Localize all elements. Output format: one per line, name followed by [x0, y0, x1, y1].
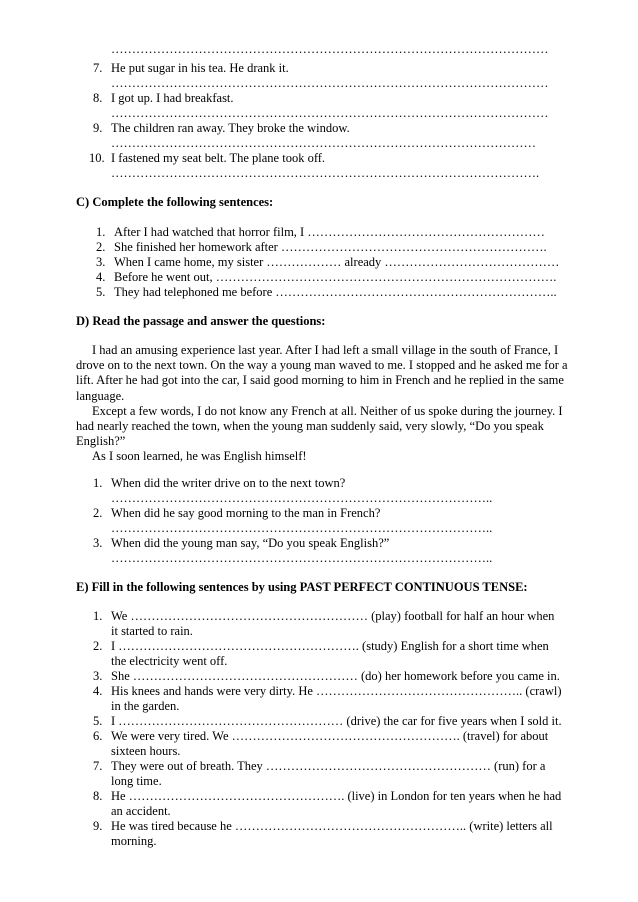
item-number: 9. — [93, 819, 103, 833]
answer-dots-line: …………………………………………………………………………………………… — [111, 42, 549, 56]
passage-paragraph: Except a few words, I do not know any French at all. Neither of us spoke during the journey. I had nearly reached the town, when the young man suddenly said, very slowly, “Do you speak English?” — [76, 403, 563, 449]
item-number: 3. — [93, 536, 103, 550]
answer-dots-line: ……………………………………………………………………………….. — [111, 491, 493, 505]
question-text: When did he say good morning to the man in French? — [111, 506, 381, 520]
item-number: 10. — [89, 151, 105, 165]
item-text: He ……………………………………………. (live) in London for ten years when he had — [111, 789, 562, 803]
item-text: He was tired because he ……………………………………………….. (write) letters all — [111, 819, 553, 833]
item-number: 2. — [93, 639, 103, 653]
item-text: When I came home, my sister ……………… already …………………………………… — [114, 255, 560, 269]
item-text: I fastened my seat belt. The plane took off. — [111, 151, 326, 165]
item-number: 8. — [93, 91, 103, 105]
item-number: 3. — [96, 255, 106, 269]
item-number: 7. — [93, 61, 103, 75]
answer-dots-line: …………………………………………………………………………………………. — [111, 166, 540, 180]
item-text-continued: morning. — [111, 834, 157, 848]
item-text: After I had watched that horror film, I ………………………………………………… — [114, 225, 545, 239]
item-text: I …………………………………………………. (study) English for a short time when — [111, 639, 549, 653]
question-text: When did the young man say, “Do you speak English?” — [111, 536, 390, 550]
section-e-heading: E) Fill in the following sentences by using PAST PERFECT CONTINUOUS TENSE: — [76, 580, 528, 594]
section-c-heading: C) Complete the following sentences: — [76, 195, 274, 209]
item-text: Before he went out, ………………………………………………………………………. — [114, 270, 557, 284]
item-text-continued: the electricity went off. — [111, 654, 228, 668]
answer-dots-line: ………………………………………………………………………………………… — [111, 136, 536, 150]
item-number: 4. — [96, 270, 106, 284]
passage-paragraph: As I soon learned, he was English himself! — [92, 449, 307, 464]
item-text: They were out of breath. They ……………………………………………… (run) for a — [111, 759, 546, 773]
passage-paragraph: I had an amusing experience last year. After I had left a small village in the south of France, I drove on to the next town. On the way a young man waved to me. I stopped and he asked me for a lift. After he had got into the car, I said good morning to him in French and he replied in the same language. — [76, 343, 568, 403]
item-text: He put sugar in his tea. He drank it. — [111, 61, 289, 75]
answer-dots-line: …………………………………………………………………………………………… — [111, 76, 549, 90]
item-number: 1. — [96, 225, 106, 239]
item-text-continued: sixteen hours. — [111, 744, 181, 758]
item-text-continued: in the garden. — [111, 699, 180, 713]
reading-passage — [76, 343, 576, 465]
item-number: 1. — [93, 476, 103, 490]
item-number: 9. — [93, 121, 103, 135]
answer-dots-line: …………………………………………………………………………………………… — [111, 106, 549, 120]
item-number: 1. — [93, 609, 103, 623]
answer-dots-line: ……………………………………………………………………………….. — [111, 551, 493, 565]
item-number: 3. — [93, 669, 103, 683]
item-text: The children ran away. They broke the window. — [111, 121, 350, 135]
item-number: 4. — [93, 684, 103, 698]
item-text: His knees and hands were very dirty. He ………………………………………….. (crawl) — [111, 684, 562, 698]
section-d-heading: D) Read the passage and answer the questions: — [76, 314, 326, 328]
item-number: 7. — [93, 759, 103, 773]
answer-dots-line: ……………………………………………………………………………….. — [111, 521, 493, 535]
item-text: I got up. I had breakfast. — [111, 91, 234, 105]
item-text: She finished her homework after ………………………………………………………. — [114, 240, 547, 254]
item-text-continued: long time. — [111, 774, 162, 788]
item-text: We were very tired. We ………………………………………………. (travel) for about — [111, 729, 549, 743]
item-number: 8. — [93, 789, 103, 803]
item-number: 2. — [93, 506, 103, 520]
item-text: She ……………………………………………… (do) her homework before you came in. — [111, 669, 560, 683]
question-text: When did the writer drive on to the next town? — [111, 476, 346, 490]
item-text: I ……………………………………………… (drive) the car for five years when I sold it. — [111, 714, 562, 728]
item-number: 5. — [96, 285, 106, 299]
item-text: They had telephoned me before ………………………………………………………….. — [114, 285, 557, 299]
item-text-continued: an accident. — [111, 804, 171, 818]
item-number: 2. — [96, 240, 106, 254]
item-text: We ………………………………………………… (play) football for half an hour when — [111, 609, 555, 623]
item-number: 6. — [93, 729, 103, 743]
item-text-continued: it started to rain. — [111, 624, 193, 638]
item-number: 5. — [93, 714, 103, 728]
